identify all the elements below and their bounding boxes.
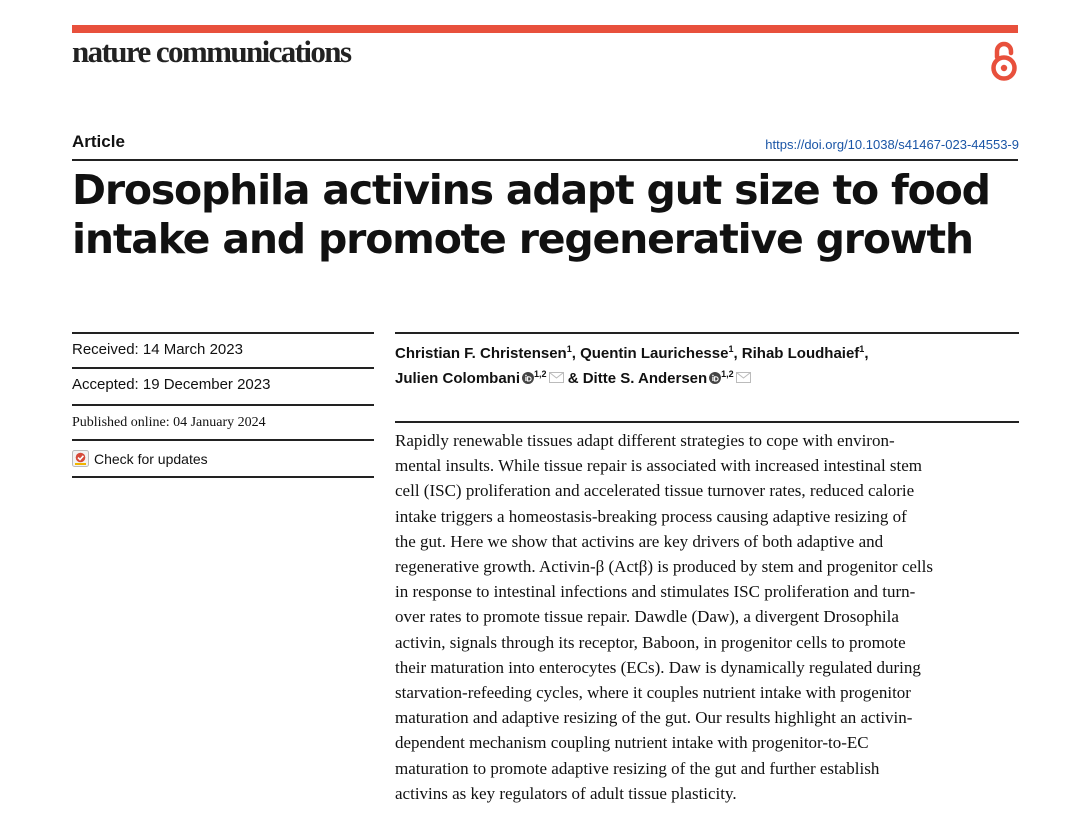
author-name[interactable]: Julien Colombani xyxy=(395,370,521,387)
article-title xyxy=(72,166,1032,264)
author-name[interactable]: Ditte S. Andersen xyxy=(582,370,708,387)
author-list xyxy=(395,341,1015,391)
author-affiliation: 1,2 xyxy=(721,369,734,379)
author-separator: , xyxy=(571,345,581,362)
email-icon[interactable] xyxy=(736,372,751,383)
abstract-line: in response to intestinal infections and stimulates ISC proliferation and turn- xyxy=(395,582,916,602)
journal-name[interactable]: nature communications xyxy=(72,34,351,69)
journal-accent-bar xyxy=(72,25,1018,33)
open-access-icon xyxy=(988,40,1020,82)
title-line-1: Drosophila activins adapt gut size to food xyxy=(72,166,990,214)
title-line-2: intake and promote regenerative growth xyxy=(72,215,973,263)
abstract-line: Rapidly renewable tissues adapt different strategies to cope with environ- xyxy=(395,431,895,450)
author-affiliation: 1 xyxy=(728,344,734,354)
abstract-line: activins as key regulators of adult tissue plasticity. xyxy=(395,783,737,803)
author-name[interactable]: Rihab Loudhaief xyxy=(741,345,860,362)
article-type-label: Article xyxy=(72,132,125,151)
doi-link[interactable]: https://doi.org/10.1038/s41467-023-44553-9 xyxy=(765,137,1019,152)
metadata-divider xyxy=(72,404,374,406)
author-separator: , xyxy=(864,345,869,362)
published-date: Published online: 04 January 2024 xyxy=(72,415,266,430)
abstract-line: cell (ISC) proliferation and accelerated tissue turnover rates, reduced calorie xyxy=(395,481,915,501)
metadata-divider xyxy=(72,367,374,369)
title-divider xyxy=(72,159,1018,161)
metadata-top-divider xyxy=(72,332,374,334)
abstract-line: regenerative growth. Activin-β (Actβ) is produced by stem and progenitor cells xyxy=(395,557,933,577)
abstract-line: maturation and adaptive resizing of the gut. Our results highlight an activin- xyxy=(395,708,913,728)
check-updates-label: Check for updates xyxy=(94,450,208,467)
email-icon[interactable] xyxy=(549,372,564,383)
metadata-bottom-divider xyxy=(72,476,374,478)
author-separator: , xyxy=(733,345,742,362)
abstract-divider xyxy=(395,421,1019,423)
author-name[interactable]: Quentin Laurichesse xyxy=(580,345,729,362)
orcid-icon[interactable] xyxy=(709,372,721,384)
abstract-line: maturation to promote adaptive resizing of the gut and further establish xyxy=(395,758,880,778)
abstract-line: intake triggers a homeostasis-breaking process causing adaptive resizing of xyxy=(395,506,907,526)
abstract xyxy=(395,428,1019,806)
author-affiliation: 1 xyxy=(859,344,865,354)
check-updates-icon xyxy=(72,450,89,467)
received-date: Received: 14 March 2023 xyxy=(72,341,243,358)
accepted-date: Accepted: 19 December 2023 xyxy=(72,376,271,393)
abstract-line: their maturation into enterocytes (ECs). Daw is dynamically regulated during xyxy=(395,657,921,677)
author-name[interactable]: Christian F. Christensen xyxy=(395,345,567,362)
author-affiliation: 1,2 xyxy=(534,369,547,379)
orcid-icon[interactable] xyxy=(522,372,534,384)
abstract-line: activin, signals through its receptor, Baboon, in progenitor cells to promote xyxy=(395,632,906,652)
abstract-line: over rates to promote tissue repair. Dawdle (Daw), a divergent Drosophila xyxy=(395,607,899,627)
check-for-updates-button[interactable] xyxy=(72,450,374,467)
metadata-divider xyxy=(72,439,374,441)
authors-top-divider xyxy=(395,332,1019,334)
abstract-line: the gut. Here we show that activins are key drivers of both adaptive and xyxy=(395,531,884,551)
author-separator: & xyxy=(563,370,583,387)
abstract-line: mental insults. While tissue repair is associated with increased intestinal stem xyxy=(395,456,923,476)
abstract-line: dependent mechanism coupling nutrient intake with progenitor-to-EC xyxy=(395,733,869,753)
abstract-line: starvation-refeeding cycles, where it couples nutrient intake with progenitor xyxy=(395,683,911,703)
author-affiliation: 1 xyxy=(566,344,572,354)
